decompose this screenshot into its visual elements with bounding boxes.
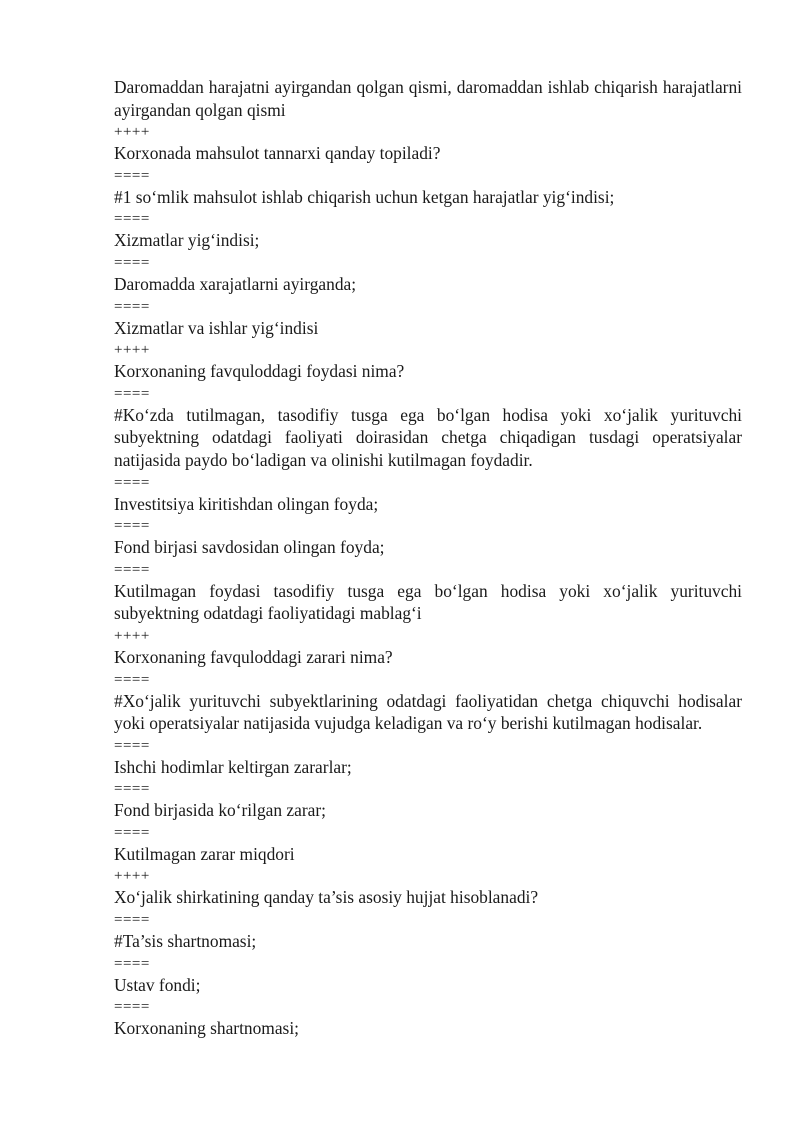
option-separator: ==== [114,737,150,754]
question-text: Korxonaning favquloddagi zarari nima? [114,646,393,667]
option-separator: ==== [114,955,150,972]
option-separator: ==== [114,781,150,798]
question-separator: ++++ [114,124,150,141]
option-correct: #Ko‘zda tutilmagan, tasodifiy tusga ega bo‘lgan hodisa yoki xo‘jalik yurituvchi subyektning odatdagi faoliyati doirasidan chetga chiqadigan tusdagi operatsiyalar natijasida paydo bo‘ladigan va olinishi kutilmagan foydadir. [114,404,742,470]
question-text: Korxonaning favquloddagi foydasi nima? [114,361,405,382]
option-text: Ishchi hodimlar keltirgan zararlar; [114,756,352,777]
option-separator: ==== [114,999,150,1016]
option-text: Korxonaning shartnomasi; [114,1018,299,1039]
option-text: Kutilmagan foydasi tasodifiy tusga ega bo‘lgan hodisa yoki xo‘jalik yurituvchi subyektning odatdagi faoliyatidagi mablag‘i [114,580,742,624]
option-separator: ==== [114,671,150,688]
option-separator: ==== [114,167,150,184]
option-text: Kutilmagan zarar miqdori [114,843,295,864]
option-separator: ==== [114,254,150,271]
option-correct: #Ta’sis shartnomasi; [114,931,257,952]
option-separator: ==== [114,474,150,491]
option-text: Xizmatlar va ishlar yig‘indisi [114,317,319,338]
answer-text: Daromaddan harajatni ayirgandan qolgan qismi, daromaddan ishlab chiqarish harajatlarni ayirgandan qolgan qismi [114,77,742,120]
option-separator: ==== [114,824,150,841]
option-separator: ==== [114,385,150,402]
option-text: Xizmatlar yig‘indisi; [114,230,260,251]
question-separator: ++++ [114,868,150,885]
question-separator: ++++ [114,342,150,359]
option-separator: ==== [114,211,150,228]
option-separator: ==== [114,912,150,929]
option-text: Ustav fondi; [114,974,201,995]
question-text: Xo‘jalik shirkatining qanday ta’sis asosiy hujjat hisoblanadi? [114,887,539,908]
question-separator: ++++ [114,627,150,644]
option-text: Fond birjasida ko‘rilgan zarar; [114,800,326,821]
document-page [114,76,742,1040]
option-separator: ==== [114,518,150,535]
question-text: Korxonada mahsulot tannarxi qanday topiladi? [114,143,441,164]
option-correct: #Xo‘jalik yurituvchi subyektlarining odatdagi faoliyatidan chetga chiquvchi hodisalar yoki operatsiyalar natijasida vujudga keladigan va ro‘y berishi kutilmagan hodisalar. [114,690,742,734]
option-correct: #1 so‘mlik mahsulot ishlab chiqarish uchun ketgan harajatlar yig‘indisi; [114,186,615,207]
option-text: Fond birjasi savdosidan olingan foyda; [114,537,385,558]
option-separator: ==== [114,561,150,578]
option-separator: ==== [114,298,150,315]
option-text: Investitsiya kiritishdan olingan foyda; [114,493,379,514]
option-text: Daromadda xarajatlarni ayirganda; [114,273,357,294]
